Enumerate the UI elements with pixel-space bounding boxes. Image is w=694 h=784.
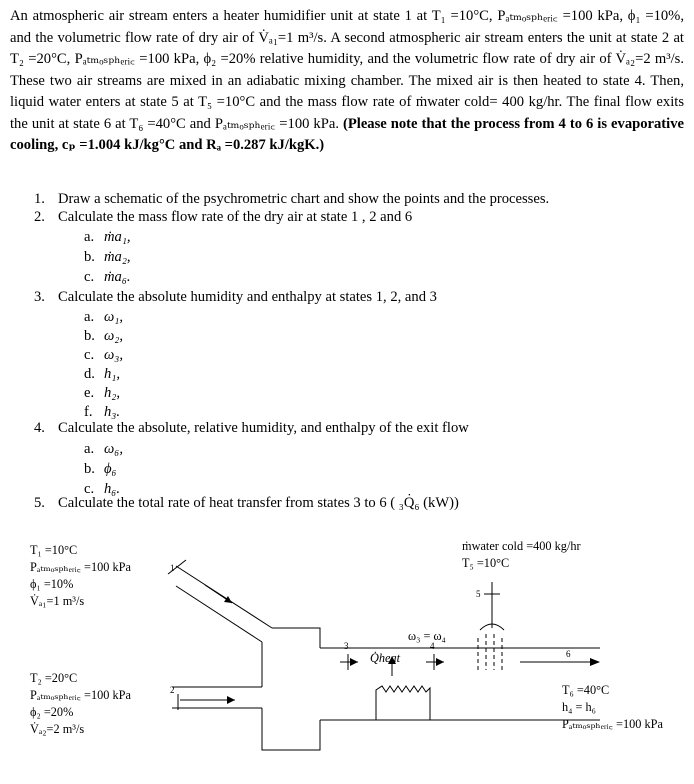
problem-statement xyxy=(10,6,684,157)
state-3-number: 3 xyxy=(344,641,349,651)
question-1: 1. Draw a schematic of the psychrometric chart and show the points and the processes. xyxy=(34,191,550,207)
arrowhead xyxy=(227,696,235,704)
question-5: 5. Calculate the total rate of heat transfer from states 3 to 6 ( ₃Q̇₆ (kW)) xyxy=(34,495,459,511)
subitem: e. h₂, xyxy=(84,385,121,401)
subitem: c. ṁa₆. xyxy=(84,269,131,285)
subitem: a. ω₁, xyxy=(84,309,124,325)
subitem: c. ω₃, xyxy=(84,347,124,363)
arrowhead xyxy=(350,658,358,666)
question-4: 4. Calculate the absolute, relative humidity, and enthalpy of the exit flow xyxy=(34,420,469,436)
state-5-number: 5 xyxy=(476,589,481,599)
state-2-number: 2 xyxy=(170,685,175,695)
problem-note: (Please note that the process from 4 to 6 is evaporative cooling, cₚ =1.004 kJ/kg°C and Rₐ =0.287 kJ/kgK.) xyxy=(10,115,684,153)
heater-coil xyxy=(376,686,430,720)
question-3: 3. Calculate the absolute humidity and enthalpy at states 1, 2, and 3 xyxy=(34,289,437,305)
problem-text: An atmospheric air stream enters a heater humidifier unit at state 1 at T₁ =10°C, Pₐₜₘₒₛₚₕₑᵣᵢ꜀ =100 kPa, ϕ₁ =10%, and the volumetric flow rate of dry air of V̇ₐ₁=1 m³/s. A second atmospheric air stream enters the unit at state 2 at T₂ =20°C, Pₐₜₘₒₛₚₕₑᵣᵢ꜀ =100 kPa, ϕ₂ =20% relative humidity, and the volumetric flow rate of dry air of V̇ₐ₂=2 m³/s. These two air streams are mixed in an adiabatic mixing chamber. The mixed air is then heated to state 4. Then, liquid water enters at state 5 at T₅ =10°C and the mass flow rate of ṁwater cold= 400 kg/hr. The final flow exits the unit at state 6 at T₆ =40°C and Pₐₜₘₒₛₚₕₑᵣᵢ꜀ =100 kPa. xyxy=(10,8,684,132)
mixing-chamber-wall xyxy=(262,708,320,750)
arrowhead xyxy=(590,658,600,666)
humidity-equality-label: ω₃ = ω₄ xyxy=(408,629,446,643)
heat-rate-label: Q̇heat xyxy=(370,651,401,665)
subitem: b. ϕ₆ xyxy=(84,461,117,477)
subitem: b. ṁa₂, xyxy=(84,249,131,265)
state-6-labels: T₆ =40°C h₄ = h₆ Pₐₜₘₒₛₚₕₑᵣᵢ꜀ =100 kPa xyxy=(562,683,663,731)
subitem: f. h₃. xyxy=(84,404,121,420)
subitem: b. ω₂, xyxy=(84,328,124,344)
state-4-number: 4 xyxy=(430,641,435,651)
duct-1-wall xyxy=(176,566,272,628)
state-1-labels: T₁ =10°C Pₐₜₘₒₛₚₕₑᵣᵢ꜀ =100 kPa ϕ₁ =10% V̇ₐ₁=1 m³/s xyxy=(30,543,131,608)
subitem: a. ṁa₁, xyxy=(84,229,131,245)
state-2-labels: T₂ =20°C Pₐₜₘₒₛₚₕₑᵣᵢ꜀ =100 kPa ϕ₂ =20% V̇ₐ₂=2 m³/s xyxy=(30,671,131,736)
state-6-number: 6 xyxy=(566,649,571,659)
arrowhead xyxy=(436,658,444,666)
mixing-chamber-wall xyxy=(272,628,320,648)
subitem: d. h₁, xyxy=(84,366,121,382)
arrowhead xyxy=(224,596,232,603)
subitem: c. h₆. xyxy=(84,481,121,497)
question-2: 2. Calculate the mass flow rate of the dry air at state 1 , 2 and 6 xyxy=(34,209,413,225)
state-5-labels: ṁwater cold =400 kg/hr T₅ =10°C xyxy=(462,539,581,570)
subitem: a. ω₆, xyxy=(84,441,124,457)
state-1-number: 1 xyxy=(170,563,175,573)
